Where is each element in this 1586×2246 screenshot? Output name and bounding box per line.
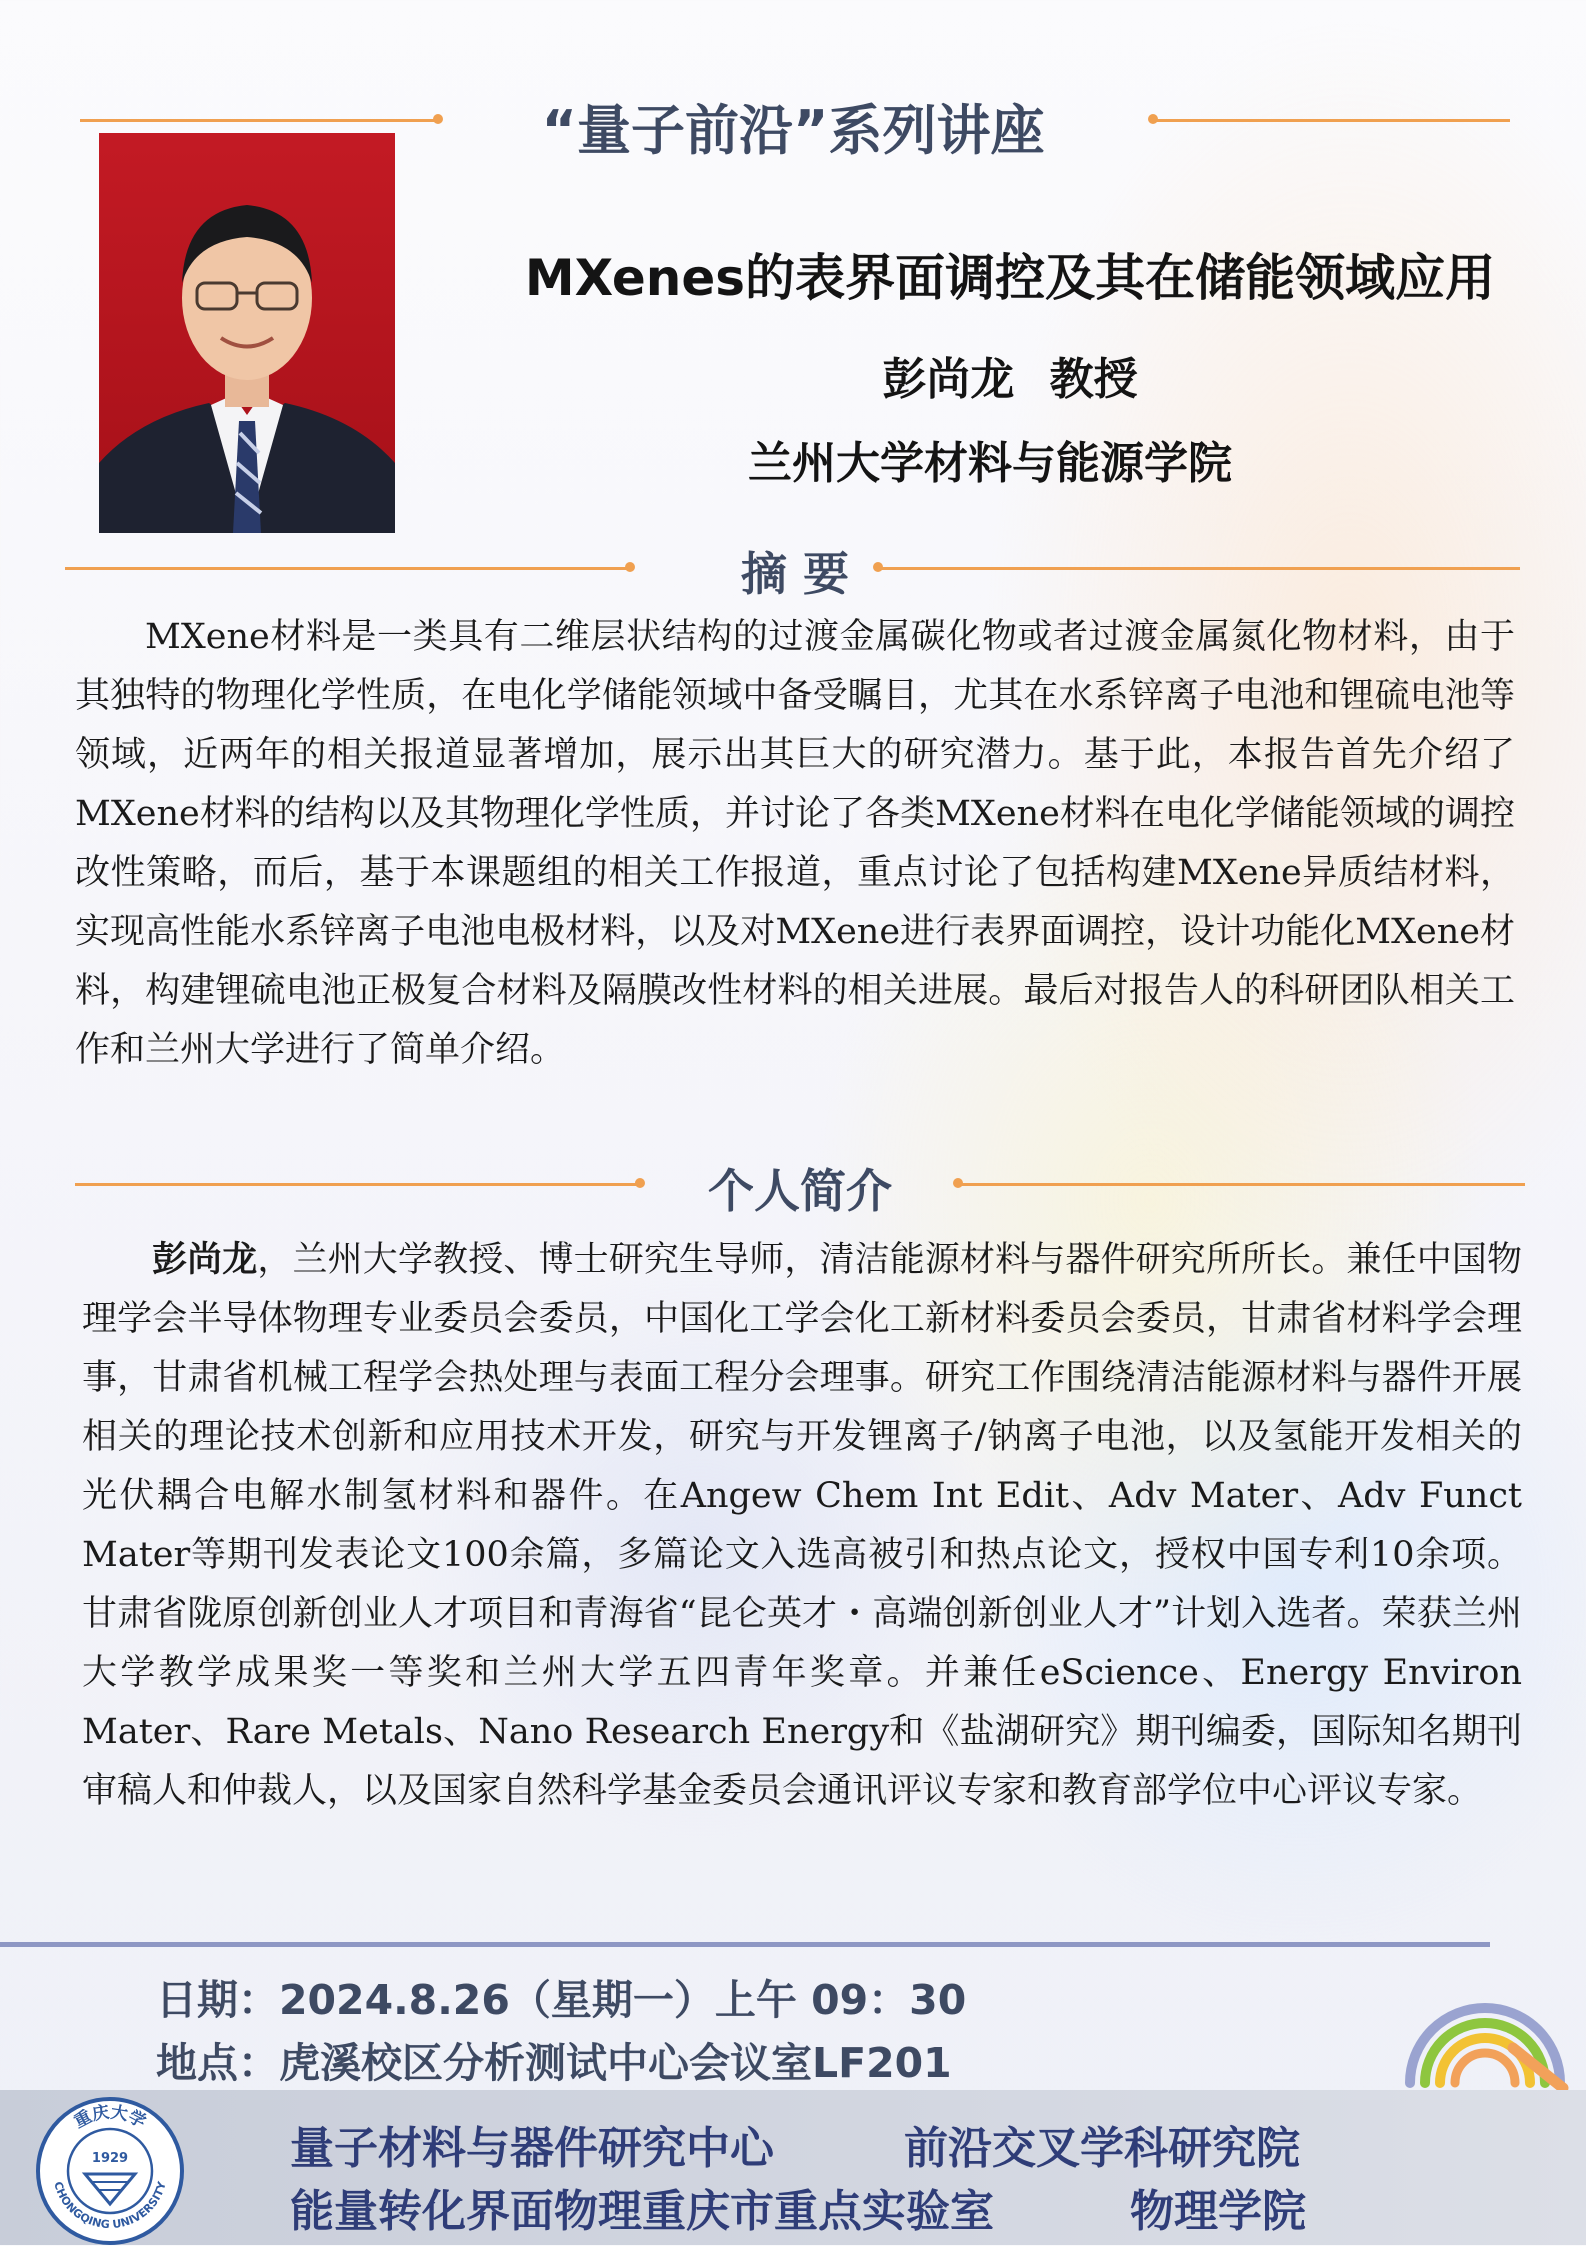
chongqing-university-logo: [35, 2096, 185, 2246]
logo-year: 1929: [91, 2151, 129, 2166]
speaker-affiliation: 兰州大学材料与能源学院: [748, 438, 1232, 489]
abstract-rule-right: [880, 567, 1520, 570]
abstract-heading: 摘 要: [740, 547, 849, 601]
org-key-laboratory: 能量转化界面物理重庆市重点实验室: [290, 2186, 994, 2237]
footer-divider: [0, 1942, 1490, 1947]
bio-rule-right-dot: [953, 1178, 963, 1188]
event-date: 日期：2024.8.26（星期一）上午 09：30: [156, 1976, 967, 2024]
abstract-rule-left: [65, 567, 630, 570]
org-frontier-institute: 前沿交叉学科研究院: [904, 2123, 1300, 2174]
bio-heading: 个人简介: [708, 1164, 892, 1218]
bio-text: [82, 1231, 1522, 1821]
bio-rule-left: [75, 1183, 640, 1186]
series-title: “量子前沿”系列讲座: [541, 99, 1045, 162]
logo-chinese-name: 重庆大学: [70, 2102, 150, 2133]
bio-rule-left-dot: [635, 1178, 645, 1188]
bio-name: 彭尚龙: [152, 1240, 258, 1280]
speaker-name: 彭尚龙 教授: [882, 354, 1138, 405]
talk-title: MXenes的表界面调控及其在储能领域应用: [524, 249, 1496, 307]
bio-body: ，兰州大学教授、博士研究生导师，清洁能源材料与器件研究所所长。兼任中国物理学会半导体物理专业委员会委员，中国化工学会化工新材料委员会委员，甘肃省材料学会理事，甘肃省机械工程学会热处理与表面工程分会理事。研究工作围绕清洁能源材料与器件开展相关的理论技术创新和应用技术开发，研究与开发锂离子/钠离子电池，以及氢能开发相关的光伏耦合电解水制氢材料和器件。在Angew Chem Int Edit、Adv Mater、Adv Funct Mater等期刊发表论文100余篇，多篇论文入选高被引和热点论文，授权中国专利10余项。甘肃省陇原创新创业人才项目和青海省“昆仑英才・高端创新创业人才”计划入选者。荣获兰州大学教学成果奖一等奖和兰州大学五四青年奖章。并兼任eScience、Energy Environ Mater、Rare Metals、Nano Research Energy和《盐湖研究》期刊编委，国际知名期刊审稿人和仲裁人，以及国家自然科学基金委员会通讯评议专家和教育部学位中心评议专家。: [82, 1240, 1522, 1811]
speaker-photo: [99, 133, 395, 533]
bio-rule-right: [960, 1183, 1525, 1186]
org-quantum-center: 量子材料与器件研究中心: [290, 2123, 774, 2174]
org-physics-school: 物理学院: [1130, 2186, 1306, 2237]
event-location: 地点：虎溪校区分析测试中心会议室LF201: [156, 2039, 952, 2087]
footer-band: [0, 2090, 1586, 2245]
abstract-text: MXene材料是一类具有二维层状结构的过渡金属碳化物或者过渡金属氮化物材料，由于其独特的物理化学性质，在电化学储能领域中备受瞩目，尤其在水系锌离子电池和锂硫电池等领域，近两年的相关报道显著增加，展示出其巨大的研究潜力。基于此，本报告首先介绍了MXene材料的结构以及其物理化学性质，并讨论了各类MXene材料在电化学储能领域的调控改性策略，而后，基于本课题组的相关工作报道，重点讨论了包括构建MXene异质结材料，实现高性能水系锌离子电池电极材料，以及对MXene进行表界面调控，设计功能化MXene材料，构建锂硫电池正极复合材料及隔膜改性材料的相关进展。最后对报告人的科研团队相关工作和兰州大学进行了简单介绍。: [75, 617, 1515, 1070]
rainbow-magnifier-icon: [1395, 1948, 1575, 2098]
abstract-rule-left-dot: [625, 562, 635, 572]
logo-ring-text: CHONGQING UNIVERSITY: [51, 2180, 169, 2232]
